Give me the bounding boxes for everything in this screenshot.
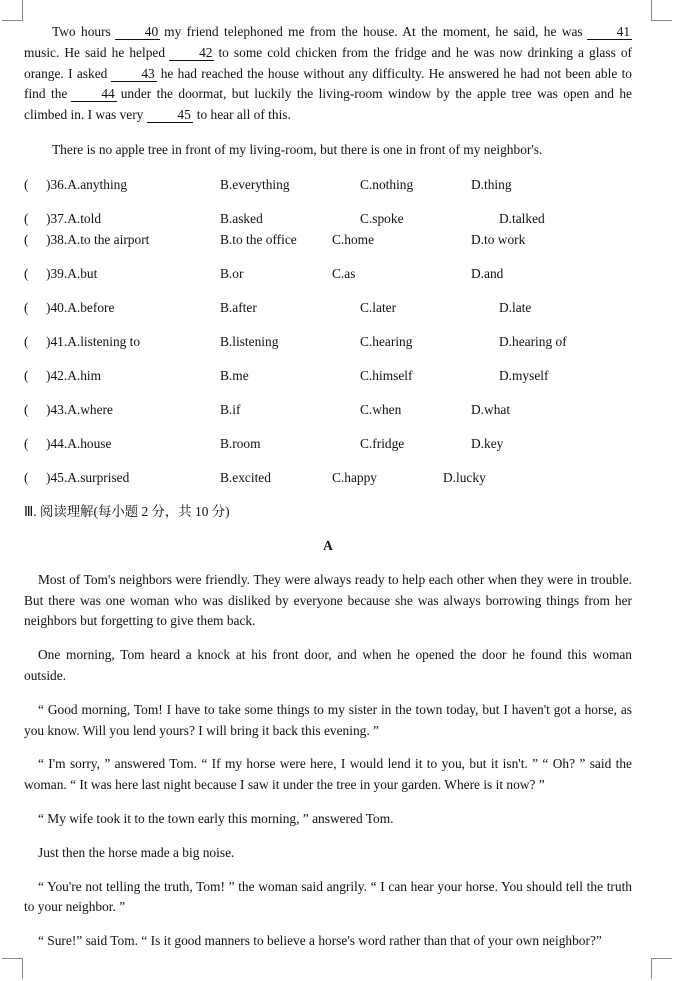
option-c: C.nothing xyxy=(360,176,414,192)
option-a: )43.A.where xyxy=(46,401,113,417)
option-b: B.or xyxy=(220,265,244,281)
text-run: to hear all of this. xyxy=(196,107,291,123)
answer-paren: ( xyxy=(24,469,29,485)
question-40 xyxy=(24,298,632,318)
crop-mark-top-left xyxy=(2,0,23,21)
blank-44: 44 xyxy=(71,86,116,102)
text-run: under the doormat, but luckily the living-room window by the apple tree was open and he climbed in. I was very xyxy=(24,86,632,123)
question-44 xyxy=(24,434,632,454)
cloze-paragraph xyxy=(24,22,632,126)
passage-paragraph: “ Good morning, Tom! I have to take some things to my sister in the town today, but I haven't got a horse, as you know. Will you lend yours? I will bring it back this evening. ” xyxy=(24,701,632,738)
option-d: D.talked xyxy=(499,210,545,226)
blank-45: 45 xyxy=(147,107,192,123)
option-d: D.lucky xyxy=(443,469,486,485)
answer-paren: ( xyxy=(24,210,29,226)
option-a: )45.A.surprised xyxy=(46,469,130,485)
option-a: )36.A.anything xyxy=(46,176,128,192)
passage-paragraph: Most of Tom's neighbors were friendly. They were always ready to help each other when they were in trouble. But there was one woman who was disliked by everyone because she was always borrowing things from her neighbors but forgetting to give them back. xyxy=(24,571,632,629)
passage-paragraph: Just then the horse made a big noise. xyxy=(38,844,235,860)
blank-40: 40 xyxy=(115,24,160,40)
passage-paragraph: “ My wife took it to the town early this morning, ” answered Tom. xyxy=(38,810,394,826)
question-list xyxy=(24,175,632,488)
option-a: )41.A.listening to xyxy=(46,333,141,349)
option-c: C.fridge xyxy=(360,435,405,451)
answer-paren: ( xyxy=(24,299,29,315)
answer-paren: ( xyxy=(24,435,29,451)
question-38 xyxy=(24,230,632,250)
option-a: )38.A.to the airport xyxy=(46,231,150,247)
option-a: )42.A.him xyxy=(46,367,102,383)
option-d: D.key xyxy=(471,435,504,451)
option-b: B.asked xyxy=(220,210,263,226)
answer-paren: ( xyxy=(24,265,29,281)
crop-mark-bottom-right xyxy=(651,958,672,979)
passage-paragraph: “ I'm sorry, ” answered Tom. “ If my horse were here, I would lend it to you, but it isn't. ” “ Oh? ” said the woman. “ It was here last night because I saw it under the tree in your garden. Where is it now? ” xyxy=(24,756,632,793)
option-c: C.spoke xyxy=(360,210,404,226)
option-d: D.what xyxy=(471,401,511,417)
option-d: D.to work xyxy=(471,231,526,247)
question-41 xyxy=(24,332,632,352)
option-b: B.excited xyxy=(220,469,271,485)
option-a: )40.A.before xyxy=(46,299,115,315)
option-d: D.and xyxy=(471,265,504,281)
blank-41: 41 xyxy=(587,24,632,40)
option-b: B.me xyxy=(220,367,249,383)
answer-paren: ( xyxy=(24,231,29,247)
option-d: D.hearing of xyxy=(499,333,567,349)
passage-paragraph: “ Sure!” said Tom. “ Is it good manners to believe a horse's word rather than that of your own neighbor?” xyxy=(38,933,602,949)
answer-paren: ( xyxy=(24,333,29,349)
text-run: to some cold chicken from the fridge and he was now drinking a glass of orange. I asked xyxy=(24,44,632,81)
option-b: B.listening xyxy=(220,333,279,349)
option-a: )39.A.but xyxy=(46,265,98,281)
option-a: )44.A.house xyxy=(46,435,112,451)
option-c: C.later xyxy=(360,299,397,315)
option-c: C.hearing xyxy=(360,333,413,349)
option-c: C.himself xyxy=(360,367,413,383)
option-b: B.room xyxy=(220,435,261,451)
answer-paren: ( xyxy=(24,367,29,383)
option-b: B.everything xyxy=(220,176,290,192)
option-b: B.after xyxy=(220,299,257,315)
question-36 xyxy=(24,175,632,195)
text-run: my friend telephoned me from the house. At the moment, he said, he was xyxy=(164,24,583,39)
question-43 xyxy=(24,400,632,420)
option-c: C.home xyxy=(332,231,375,247)
answer-paren: ( xyxy=(24,401,29,417)
text-run: he had reached the house without any difficulty. He answered he had not been able to find the xyxy=(24,65,632,102)
option-c: C.happy xyxy=(332,469,378,485)
answer-paren: ( xyxy=(24,176,29,192)
option-a: )37.A.told xyxy=(46,210,102,226)
passage-paragraph: “ You're not telling the truth, Tom! ” the woman said angrily. “ I can hear your horse. You should tell the truth to your neighbor. ” xyxy=(24,878,632,915)
blank-43: 43 xyxy=(111,66,156,82)
question-37 xyxy=(24,209,632,229)
option-b: B.to the office xyxy=(220,231,297,247)
crop-mark-bottom-left xyxy=(2,958,23,979)
passage-label: A xyxy=(323,537,333,553)
option-d: D.myself xyxy=(499,367,549,383)
text-run: music. He said he helped xyxy=(24,44,166,60)
question-39 xyxy=(24,264,632,284)
option-b: B.if xyxy=(220,401,241,417)
option-c: C.when xyxy=(360,401,402,417)
question-45 xyxy=(24,468,632,488)
option-c: C.as xyxy=(332,265,356,281)
cloze-paragraph-2: There is no apple tree in front of my living-room, but there is one in front of my neighbor's. xyxy=(52,142,543,157)
question-42 xyxy=(24,366,632,386)
passage-paragraph: One morning, Tom heard a knock at his front door, and when he opened the door he found this woman outside. xyxy=(24,647,632,683)
section-heading: Ⅲ. 阅读理解(每小题 2 分，共 10 分) xyxy=(24,503,230,519)
crop-mark-top-right xyxy=(651,0,672,21)
text-run: Two hours xyxy=(52,24,111,39)
option-d: D.thing xyxy=(471,176,512,192)
option-d: D.late xyxy=(499,299,532,315)
blank-42: 42 xyxy=(169,45,214,61)
document-body xyxy=(24,22,632,952)
